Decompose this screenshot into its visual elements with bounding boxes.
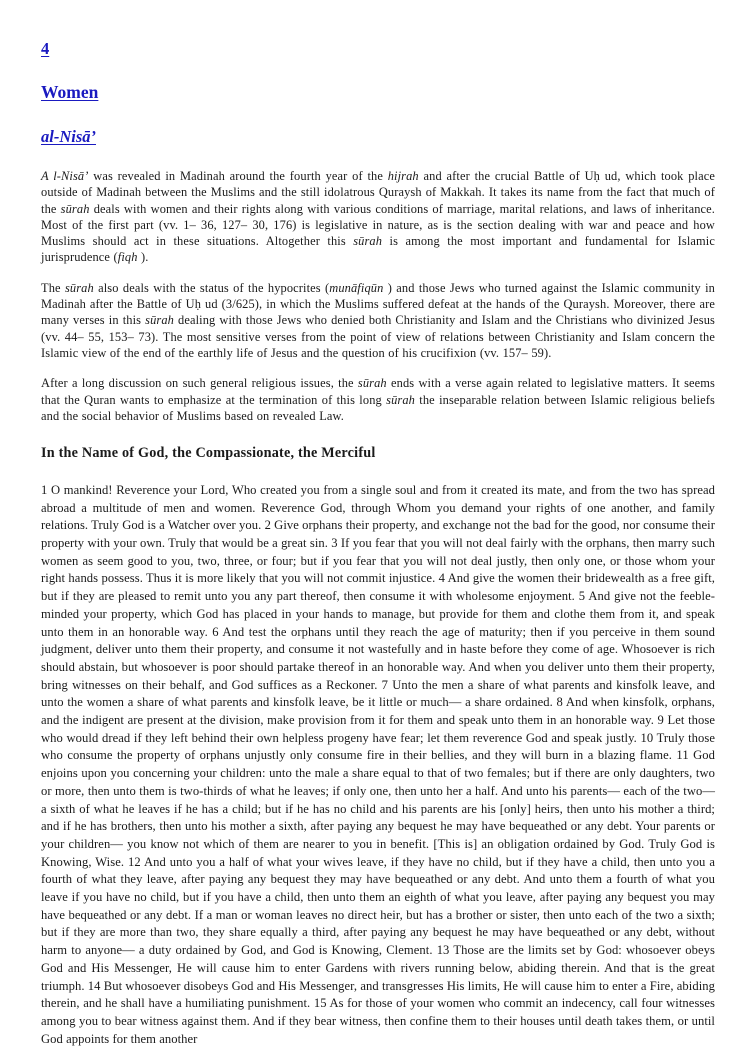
verse-body-text: 1 O mankind! Reverence your Lord, Who created you from a single soul and from it created its mate, and from the two has spread abroad a multitude of men and women. Reverence God, through Whom you demand your rights of one another, and family relations. Truly God is a Watcher over you. 2 Give orphans their property, and exchange not the bad for the good, nor consume their property with your own. Truly that would be a great sin. 3 If you fear that you will not deal fairly with the orphans, then marry such women as seem good to you, two, three, or four; but if you fear that you will not deal justly, then only one, or those whom your right hands possess. Thus it is more likely that you will not commit injustice. 4 And give the women their bridewealth as a free gift, but if they are pleased to remit unto you any part thereof, then consume it with wholesome enjoyment. 5 And give not the feeble-minded your property, which God has placed in your hands to manage, but provide for them and clothe them from it, and speak unto them in an honorable way. 6 And test the orphans until they reach the age of maturity; then if you perceive in them sound judgment, deliver unto them their property, and consume it not wastefully and in haste before they come of age. Whosoever is rich should abstain, but whosoever is poor should partake thereof in an honorable way. And when you deliver unto them their property, bring witnesses on their behalf, and God suffices as a Reckoner. 7 Unto the men a share of what parents and kinsfolk leave, and unto the women a share of what parents and kinsfolk leave, be it little or much— a share ordained. 8 And when kinsfolk, orphans, and the indigent are present at the division, make provision from it for them and speak unto them in an honorable way. 9 Let those who would dread if they left behind their own helpless progeny have fear; let them reverence God and speak justly. 10 Truly those who consume the property of orphans unjustly only consume fire in their bellies, and they will burn in a blazing flame. 11 God enjoins upon you concerning your children: unto the male a share equal to that of two females; but if there are only daughters, two or more, then unto them is two-thirds of what he leaves; if only one, then unto her a half. And unto his parents— each of the two— a sixth of what he leaves if he has a child; but if he has no child and his parents are his [only] heirs, then unto his mother a third; and if he has brothers, then unto his mother a sixth, after paying any bequest he may have bequeathed or any debt. Your parents or your children— you know not which of them are nearer to you in benefit. [This is] an obligation ordained by God. Truly God is Knowing, Wise. 12 And unto you a half of what your wives leave, if they have no child, but if they have a child, then unto you a fourth of what they leave, after paying any bequest they may have bequeathed or any debt. And unto them a fourth of what you leave if you have no child, but if you have a child, then unto them an eighth of what you leave, after paying any bequest you may have bequeathed or any debt. If a man or woman leaves no direct heir, but has a brother or sister, then unto each of the two a sixth; but if they are more than two, they share equally a third, after paying any bequest he may have bequeathed or any debt, without harm to anyone— a duty ordained by God, and God is Knowing, Clement. 13 Those are the limits set by God: whosoever obeys God and His Messenger, He will cause him to enter Gardens with rivers running below, abiding therein. And that is the great triumph. 14 But whosoever disobeys God and His Messenger, and transgresses His limits, He will cause him to enter a Fire, abiding therein, and he shall have a humiliating punishment. 15 As for those of your women who commit an indecency, call four witnesses among you to bear witness against them. And if they bear witness, then confine them to their houses until death takes them, or until God appoints for them another [41,482,715,1046]
surah-title-transliteration: al-Nisā’ [41,127,96,146]
intro-paragraph-3: After a long discussion on such general religious issues, the sūrah ends with a verse again related to legislative matters. It seems that the Quran wants to emphasize at the termination of this long sūrah the inseparable relation between Islamic religious beliefs and the social behavior of Muslims based on revealed Law. [41,376,715,423]
surah-number: 4 [41,39,50,58]
surah-transliteration-block [41,128,715,147]
surah-number-block [41,34,715,59]
surah-title-english: Women [41,82,99,102]
basmala-heading: In the Name of God, the Compassionate, the Merciful [41,445,376,462]
intro-paragraph-2: The sūrah also deals with the status of the hypocrites (munāfiqūn ) and those Jews who turned against the Islamic community in Madinah after the Battle of Uḥ ud (3/625), in which the Muslims suffered defeat at the hands of the Quraysh. Moreover, there are many verses in this sūrah dealing with those Jews who denied both Christianity and Islam and the Christians who divinized Jesus (vv. 44– 55, 153– 73). The most sensitive verses from the point of view of relations between Christianity and Islam concern the Islamic view of the end of the earthly life of Jesus and the question of his crucifixion (vv. 157– 59). [41,280,716,360]
intro-paragraph-1: A l-Nisā’ was revealed in Madinah around the fourth year of the hijrah and after the crucial Battle of Uḥ ud, which took place outside of Madinah between the Muslims and the still idolatrous Quraysh of Makkah. It takes its name from the fact that much of the sūrah deals with women and their rights along with various conditions of marriage, marital relations, and laws of inheritance. Most of the first part (vv. 1– 36, 127– 30, 176) is legislative in nature, as is the section dealing with war and peace and how Muslims should act in these situations. Altogether this sūrah is among the most important and fundamental for Islamic jurisprudence (fiqh ). [41,169,715,265]
surah-title-block [41,83,715,103]
